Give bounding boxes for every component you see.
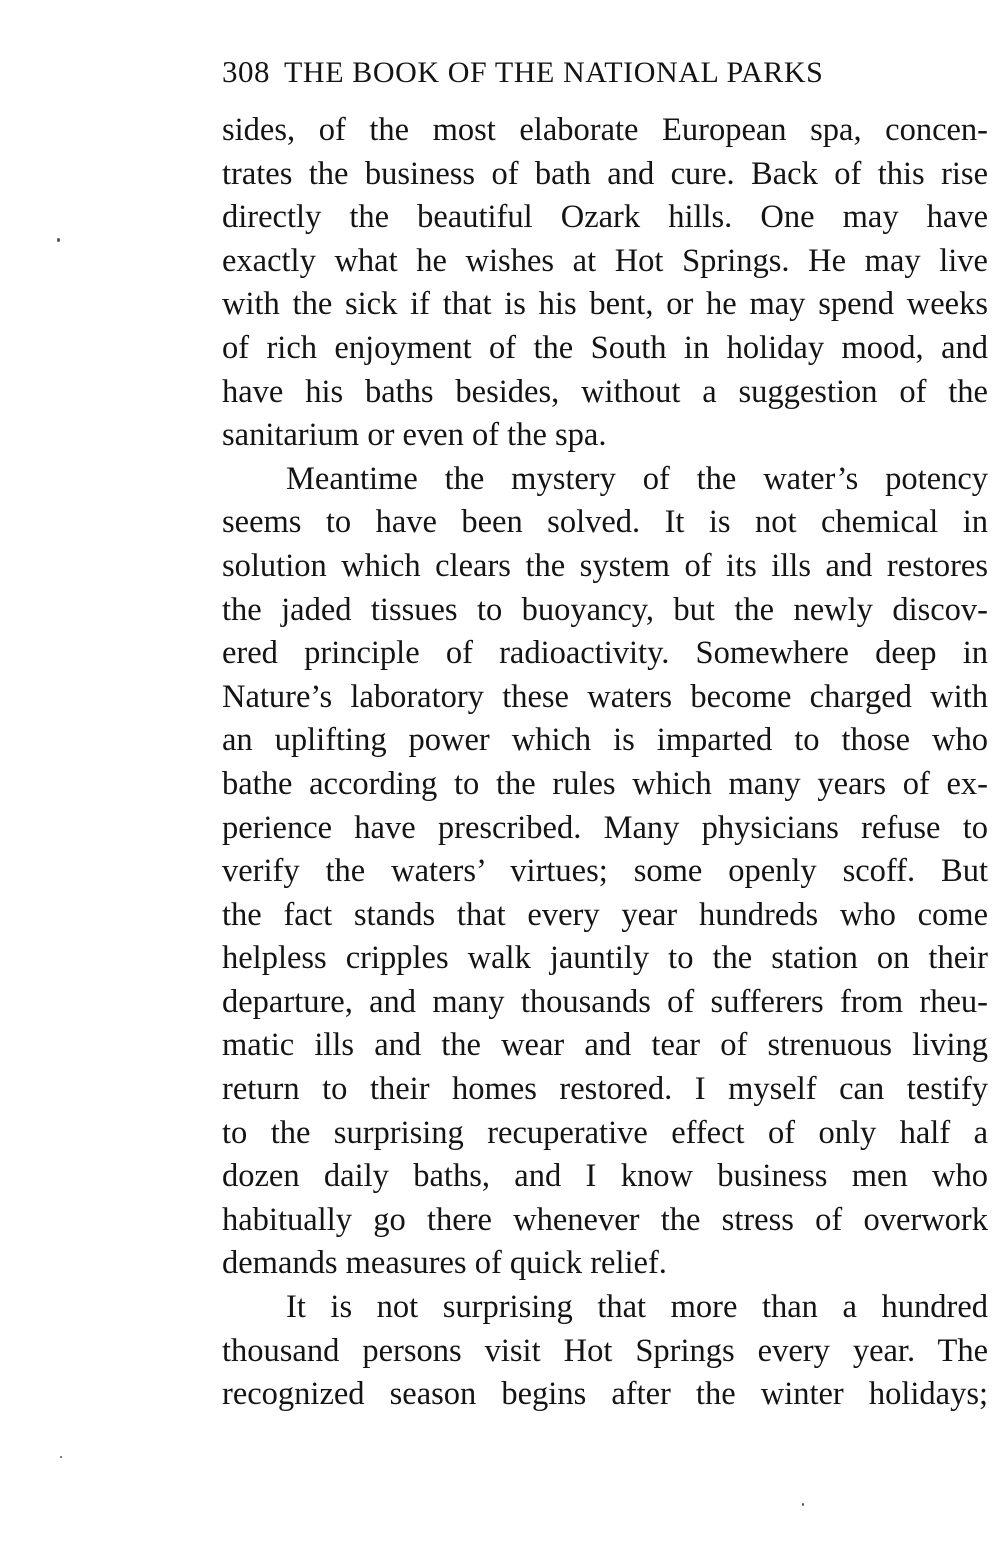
- paragraph: [222, 109, 988, 458]
- text-line: helpless cripples walk jauntily to the station on their: [222, 940, 988, 977]
- text-line: seems to have been solved. It is not chemical in: [222, 504, 988, 541]
- text-line: It is not surprising that more than a hundred: [286, 1289, 988, 1326]
- text-line: with the sick if that is his bent, or he may spend weeks: [222, 286, 988, 323]
- text-line: ered principle of radioactivity. Somewhere deep in: [222, 635, 988, 672]
- text-line: sanitarium or even of the spa.: [222, 417, 607, 454]
- text-line: the jaded tissues to buoyancy, but the newly discov-: [222, 591, 988, 628]
- text-line: have his baths besides, without a suggestion of the: [222, 373, 988, 410]
- paragraph: [222, 1286, 988, 1417]
- page-number: 308: [222, 54, 270, 89]
- text-line: directly the beautiful Ozark hills. One may have: [222, 199, 988, 236]
- text-line: recognized season begins after the winter holidays;: [222, 1376, 988, 1413]
- text-line: Nature’s laboratory these waters become charged with: [222, 678, 988, 715]
- text-line: dozen daily baths, and I know business men who: [222, 1158, 988, 1195]
- text-line: trates the business of bath and cure. Back of this rise: [222, 155, 988, 192]
- text-line: exactly what he wishes at Hot Springs. He may live: [222, 242, 988, 279]
- text-line: the fact stands that every year hundreds who come: [222, 896, 988, 933]
- text-line: bathe according to the rules which many years of ex-: [222, 765, 988, 802]
- text-line: perience have prescribed. Many physicians refuse to: [222, 809, 988, 846]
- text-line: return to their homes restored. I myself can testify: [222, 1071, 988, 1108]
- text-line: an uplifting power which is imparted to those who: [222, 722, 988, 759]
- text-line: departure, and many thousands of sufferers from rheu-: [222, 983, 988, 1020]
- text-line: habitually go there whenever the stress of overwork: [222, 1201, 988, 1238]
- running-head: [222, 52, 988, 93]
- text-line: thousand persons visit Hot Springs every year. The: [222, 1332, 988, 1369]
- text-line: of rich enjoyment of the South in holiday mood, and: [222, 329, 988, 366]
- text-line: demands measures of quick relief.: [222, 1245, 667, 1282]
- text-line: to the surprising recuperative effect of only half a: [222, 1114, 988, 1151]
- book-page: [222, 52, 988, 1417]
- text-line: solution which clears the system of its ills and restores: [222, 547, 988, 584]
- text-line: Meantime the mystery of the water’s potency: [286, 460, 988, 497]
- text-line: verify the waters’ virtues; some openly scoff. But: [222, 853, 988, 890]
- text-line: matic ills and the wear and tear of strenuous living: [222, 1027, 988, 1064]
- body-text: [222, 109, 988, 1417]
- paragraph: [222, 458, 988, 1286]
- running-title: THE BOOK OF THE NATIONAL PARKS: [284, 56, 824, 89]
- text-line: sides, of the most elaborate European spa, concen-: [222, 112, 988, 148]
